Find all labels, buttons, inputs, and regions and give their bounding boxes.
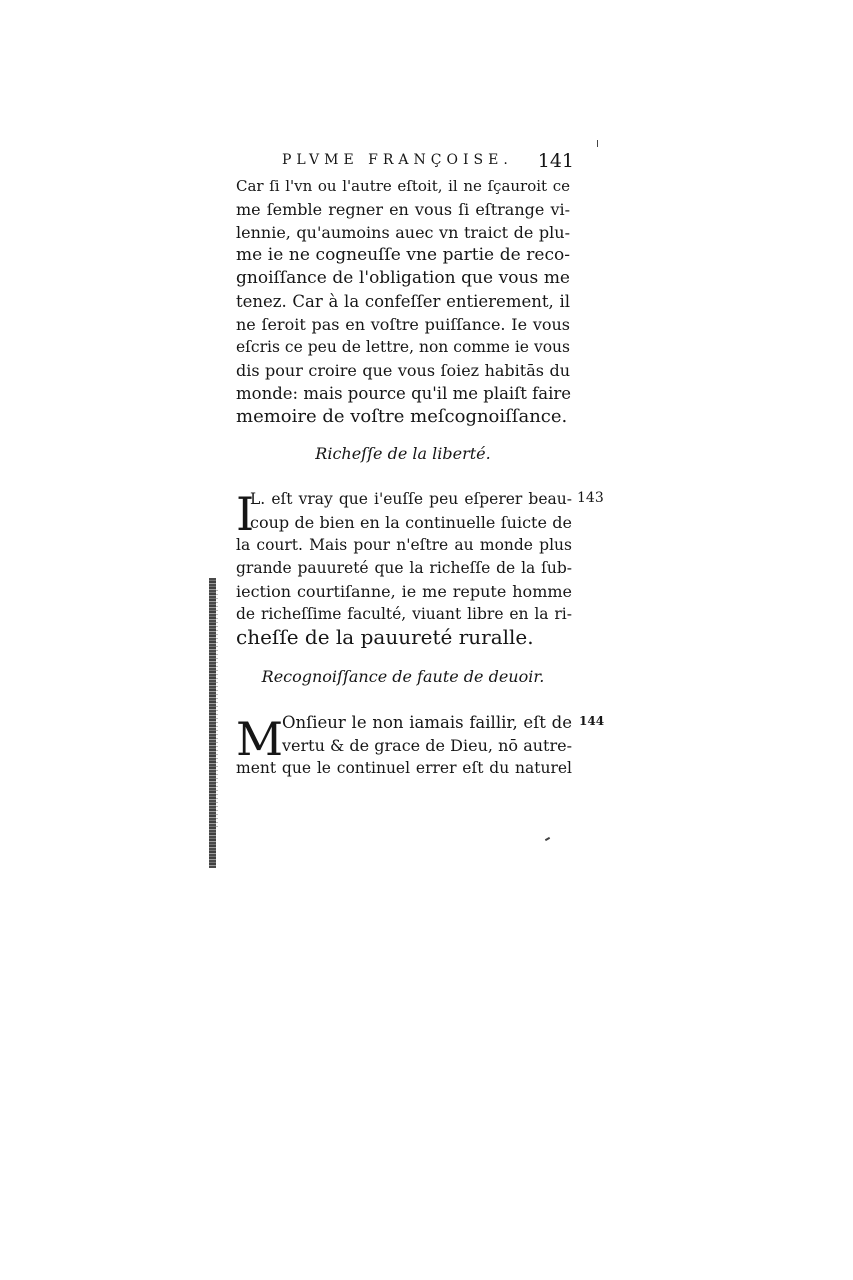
running-head: PLVME FRANÇOISE. <box>282 152 513 168</box>
text-line: grande pauureté que la richeſſe de la ſub- <box>236 559 572 577</box>
page-header <box>282 150 574 174</box>
text-line: dis pour croire que vous ſoiez habitās du <box>236 361 570 380</box>
scan-binding-shadow <box>216 590 218 830</box>
paragraph-2 <box>236 488 572 648</box>
text-line: Car ſi l'vn ou l'autre eſtoit, il ne ſçauroit ce <box>236 177 570 195</box>
text-line: gnoiſſance de l'obligation que vous me <box>236 268 570 288</box>
text-line: Onſieur le non iamais faillir, eſt de <box>282 713 572 732</box>
text-line: eſcris ce peu de lettre, non comme ie vous <box>236 338 570 356</box>
scan-mark <box>597 140 598 147</box>
text-line: de richeſſime faculté, viuant libre en la ri- <box>236 605 572 623</box>
paragraph-1 <box>236 175 570 425</box>
text-line: iection courtiſanne, ie me repute homme <box>236 582 572 601</box>
text-line: L. eſt vray que i'euſſe peu eſperer beau- <box>250 490 572 508</box>
margin-number: 143 <box>577 490 604 506</box>
text-line: lennie, qu'aumoins auec vn traict de plu- <box>236 223 570 242</box>
section-heading: Recognoiſſance de faute de deuoir. <box>261 667 545 686</box>
text-line: ment que le continuel errer eſt du naturel <box>236 759 572 777</box>
paragraph-3 <box>236 711 572 801</box>
text-line: me ie ne cogneuſſe vne partie de reco- <box>236 245 570 265</box>
section-heading: Richeſſe de la liberté. <box>315 444 491 463</box>
text-line: monde: mais pource qu'il me plaiſt faire <box>236 384 572 403</box>
text-line: coup de bien en la continuelle ſuicte de <box>250 513 572 532</box>
drop-cap: I <box>236 487 255 541</box>
text-line: tenez. Car à la confeſſer entierement, il <box>236 292 570 311</box>
text-line: me ſemble regner en vous ſi eſtrange vi- <box>236 200 570 219</box>
text-line: ne ſeroit pas en voſtre puiſſance. Ie vous <box>236 315 570 334</box>
text-line: la court. Mais pour n'eſtre au monde plus <box>236 536 572 554</box>
scan-binding-edge <box>209 578 216 868</box>
page-number: 141 <box>537 150 574 172</box>
margin-number: 144 <box>579 714 605 728</box>
ink-speck <box>545 837 550 841</box>
drop-cap: M <box>236 712 284 766</box>
text-line: memoire de voſtre meſcognoiſſance. <box>236 406 568 427</box>
text-line: cheſſe de la pauureté ruralle. <box>236 625 534 649</box>
text-line: vertu & de grace de Dieu, nō autre- <box>282 736 572 755</box>
